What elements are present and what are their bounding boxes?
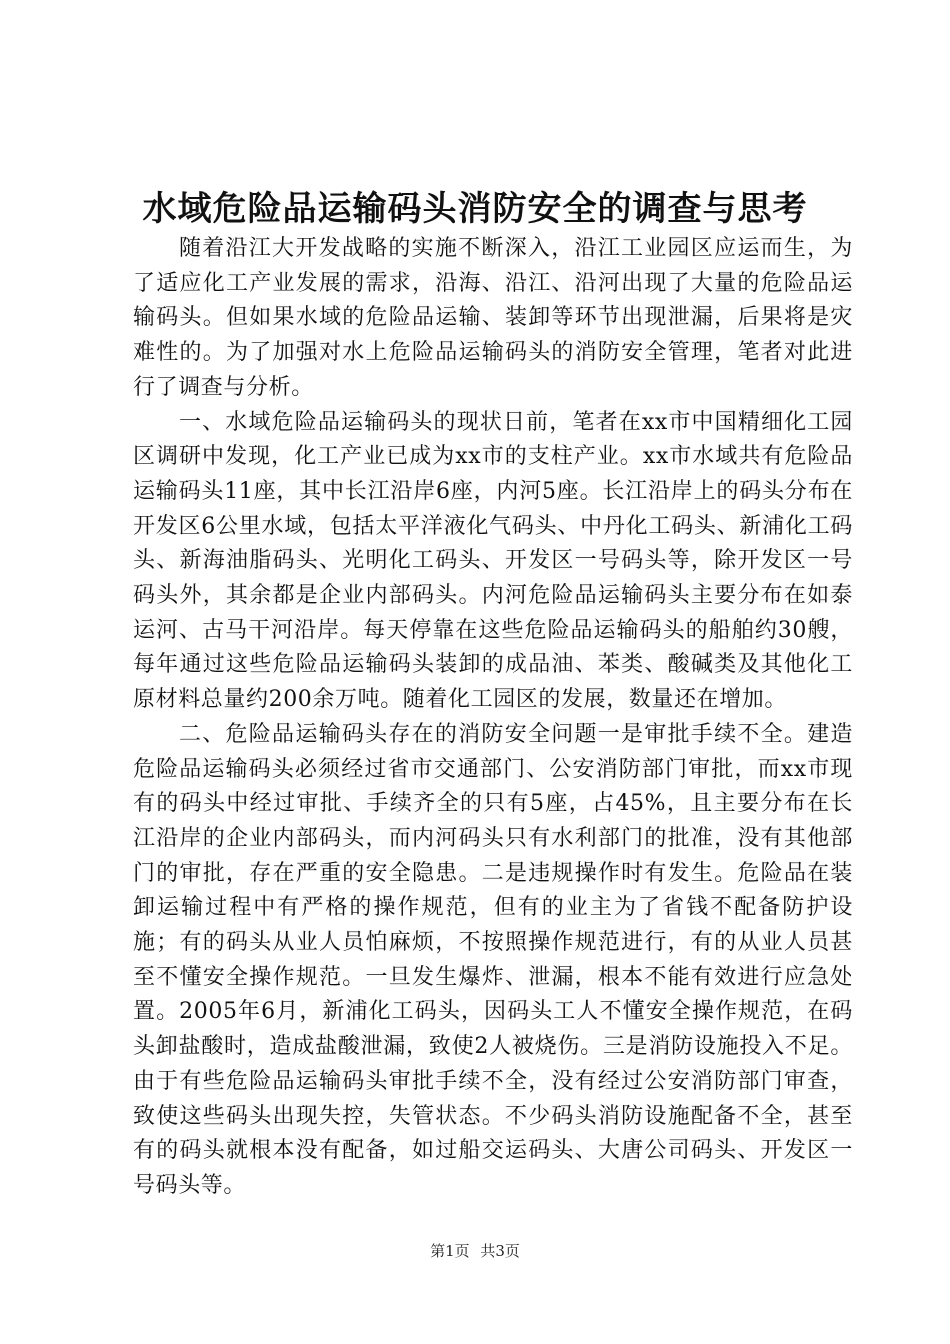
- paragraph-section-2: 二、危险品运输码头存在的消防安全问题一是审批手续不全。建造危险品运输码头必须经过省市交通部门、公安消防部门审批，而xx市现有的码头中经过审批、手续齐全的只有5座，占45%，且主要分布在长江沿岸的企业内部码头，而内河码头只有水利部门的批准，没有其他部门的审批，存在严重的安全隐患。二是违规操作时有发生。危险品在装卸运输过程中有严格的操作规范，但有的业主为了省钱不配备防护设施；有的码头从业人员怕麻烦，不按照操作规范进行，有的从业人员甚至不懂安全操作规范。一旦发生爆炸、泄漏，根本不能有效进行应急处置。2005年6月，新浦化工码头，因码头工人不懂安全操作规范，在码头卸盐酸时，造成盐酸泄漏，致使2人被烧伤。三是消防设施投入不足。由于有些危险品运输码头审批手续不全，没有经过公安消防部门审查，致使这些码头出现失控，失管状态。不少码头消防设施配备不全，甚至有的码头就根本没有配备，如过船交运码头、大唐公司码头、开发区一号码头等。: [133, 721, 853, 1198]
- document-title: 水域危险品运输码头消防安全的调查与思考: [142, 189, 808, 229]
- page-footer: [0, 1241, 950, 1261]
- page-number: 第1页: [430, 1242, 470, 1260]
- document-body: [133, 232, 853, 1204]
- page-total: 共3页: [480, 1242, 520, 1260]
- paragraph-section-1: 一、水域危险品运输码头的现状日前，笔者在xx市中国精细化工园区调研中发现，化工产业已成为xx市的支柱产业。xx市水域共有危险品运输码头11座，其中长江沿岸6座，内河5座。长江沿岸上的码头分布在开发区6公里水域，包括太平洋液化气码头、中丹化工码头、新浦化工码头、新海油脂码头、光明化工码头、开发区一号码头等，除开发区一号码头外，其余都是企业内部码头。内河危险品运输码头主要分布在如泰运河、古马干河沿岸。每天停靠在这些危险品运输码头的船舶约30艘，每年通过这些危险品运输码头装卸的成品油、苯类、酸碱类及其他化工原材料总量约200余万吨。随着化工园区的发展，数量还在增加。: [133, 409, 853, 713]
- paragraph-intro: 随着沿江大开发战略的实施不断深入，沿江工业园区应运而生，为了适应化工产业发展的需求，沿海、沿江、沿河出现了大量的危险品运输码头。但如果水域的危险品运输、装卸等环节出现泄漏，后果将是灾难性的。为了加强对水上危险品运输码头的消防安全管理，笔者对此进行了调查与分析。: [133, 236, 853, 400]
